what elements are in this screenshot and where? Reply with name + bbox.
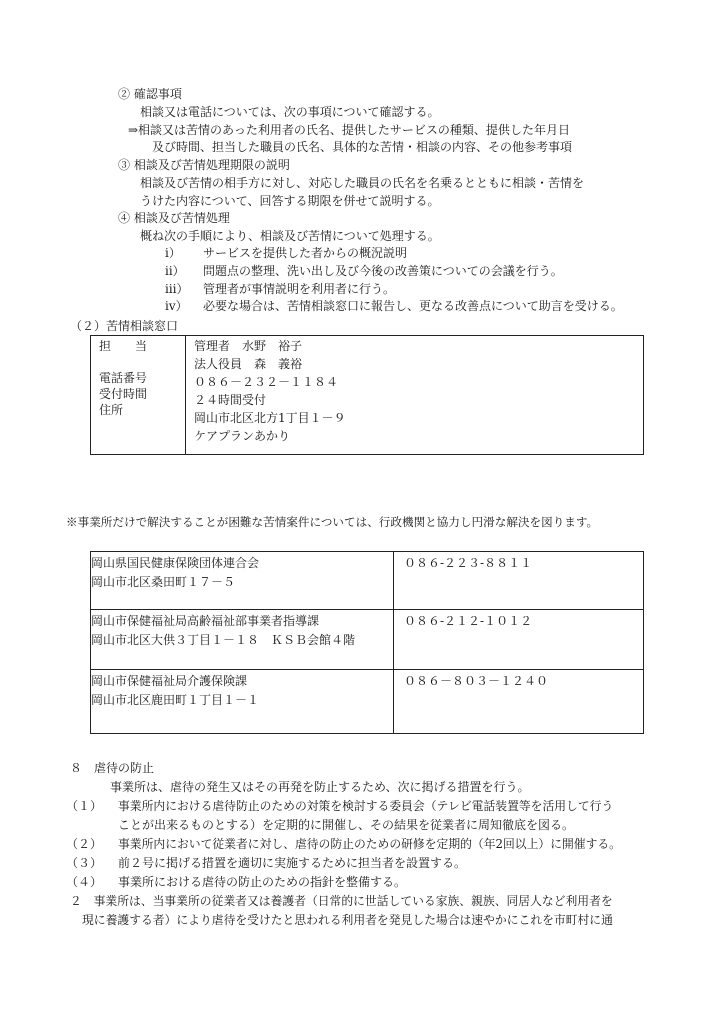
agency-name: 岡山市保健福祉局介護保険課 — [91, 674, 248, 688]
agency-phone-cell — [394, 670, 644, 734]
item2-body-line2: ⇒相談又は苦情のあった利用者の氏名、提供したサービスの種類、提供した年月日 — [128, 123, 570, 137]
administrative-note: ※事業所だけで解決することが困難な苦情案件については、行政機関と協力し円滑な解決を図ります。 — [66, 515, 599, 529]
agency-phone-cell — [394, 610, 644, 670]
agency-phone: ０８６-２２３-８８１１ — [404, 556, 533, 570]
agency-phone: ０８６-２１２-１０１２ — [404, 614, 533, 628]
item2-title: ② 確認事項 — [118, 87, 182, 101]
label-hours: 受付時間 — [99, 387, 148, 401]
address-line2: ケアプランあかり — [194, 429, 291, 443]
agency-address: 岡山市北区桑田町１７－５ — [91, 575, 236, 589]
list-item-text: 事業所内において従業者に対し、虐待の防止のための研修を定期的（年2回以上）に開催する。 — [118, 837, 621, 851]
agency-address: 岡山市北区大供３丁目１－１８ ＫＳＢ会館４階 — [91, 633, 356, 647]
step-num: ⅱ） — [165, 264, 185, 278]
section8-intro: 事業所は、虐待の発生又はその再発を防止するため、次に掲げる措置を行う。 — [110, 780, 530, 794]
item3-body-line1: 相談及び苦情の相手方に対し、対応した職員の氏名を名乗るとともに相談・苦情を — [140, 176, 585, 190]
list-item-num: （１） — [66, 799, 103, 813]
table-row — [91, 670, 644, 734]
phone-number: ０８６－２３２－１１８４ — [194, 375, 339, 389]
list-item-text: 事業所における虐待の防止のための指針を整備する。 — [118, 875, 407, 889]
step-num: ⅳ） — [165, 299, 188, 313]
table-row — [91, 610, 644, 670]
item4-title: ④ 相談及び苦情処理 — [118, 211, 230, 225]
step-text: 問題点の整理、洗い出し及び今後の改善策についての会議を行う。 — [203, 264, 563, 278]
agency-name: 岡山市保健福祉局高齢福祉部事業者指導課 — [91, 614, 320, 628]
agency-info-cell — [91, 552, 394, 610]
list-item-num: （３） — [66, 856, 103, 870]
agency-name: 岡山県国民健康保険団体連合会 — [91, 556, 260, 570]
agency-info-cell — [91, 670, 394, 734]
tanto-officer: 法人役員 森 義裕 — [194, 357, 303, 371]
list-item-num: （２） — [66, 837, 103, 851]
para2-line1: ２ 事業所は、当事業所の従業者又は養護者（日常的に世話している家族、親族、同居人など利用者を — [70, 894, 613, 908]
item3-title: ③ 相談及び苦情処理期限の説明 — [118, 158, 290, 172]
label-address: 住所 — [99, 403, 124, 417]
list-item-text: ことが出来るものとする）を定期的に開催し、その結果を従業者に周知徹底を図る。 — [118, 818, 575, 832]
agency-address: 岡山市北区鹿田町１丁目１－１ — [91, 693, 260, 707]
step-num: ⅰ） — [165, 246, 181, 260]
section8-title: ８ 虐待の防止 — [70, 761, 155, 775]
reception-hours: ２４時間受付 — [194, 393, 267, 407]
label-tanto: 担 当 — [99, 339, 148, 353]
agency-phone: ０８６－８０３－１２４０ — [404, 674, 549, 688]
step-text: 必要な場合は、苦情相談窓口に報告し、更なる改善点について助言を受ける。 — [203, 299, 623, 313]
list-item-num: （４） — [66, 875, 103, 889]
label-column — [91, 336, 186, 455]
para2-line2: 現に養護する者）により虐待を受けたと思われる利用者を発見した場合は速やかにこれを市町村に通 — [82, 913, 613, 927]
step-text: サービスを提供した者からの概況説明 — [203, 246, 408, 260]
step-text: 管理者が事情説明を利用者に行う。 — [203, 282, 396, 296]
item4-body: 概ね次の手順により、相談及び苦情について処理する。 — [140, 229, 440, 243]
table-row — [91, 552, 644, 610]
agency-table — [90, 551, 644, 734]
window-heading: （２）苦情相談窓口 — [70, 319, 179, 333]
list-item-text: 前２号に掲げる措置を適切に実施するために担当者を設置する。 — [118, 856, 467, 870]
item3-body-line2: うけた内容について、回答する期限を併せて説明する。 — [140, 194, 440, 208]
complaint-window-table — [90, 335, 644, 455]
item2-body-line1: 相談又は電話については、次の事項について確認する。 — [140, 105, 440, 119]
value-column — [186, 336, 644, 455]
address-line1: 岡山市北区北方1丁目１－９ — [194, 411, 346, 425]
item2-body-line3: 及び時間、担当した職員の氏名、具体的な苦情・相談の内容、その他参考事項 — [152, 140, 573, 154]
agency-info-cell — [91, 610, 394, 670]
step-num: ⅲ） — [165, 282, 189, 296]
list-item-text: 事業所内における虐待防止のための対策を検討する委員会（テレビ電話装置等を活用して行う — [118, 799, 614, 813]
agency-phone-cell — [394, 552, 644, 610]
label-tel: 電話番号 — [99, 371, 148, 385]
tanto-manager: 管理者 水野 裕子 — [194, 339, 303, 353]
